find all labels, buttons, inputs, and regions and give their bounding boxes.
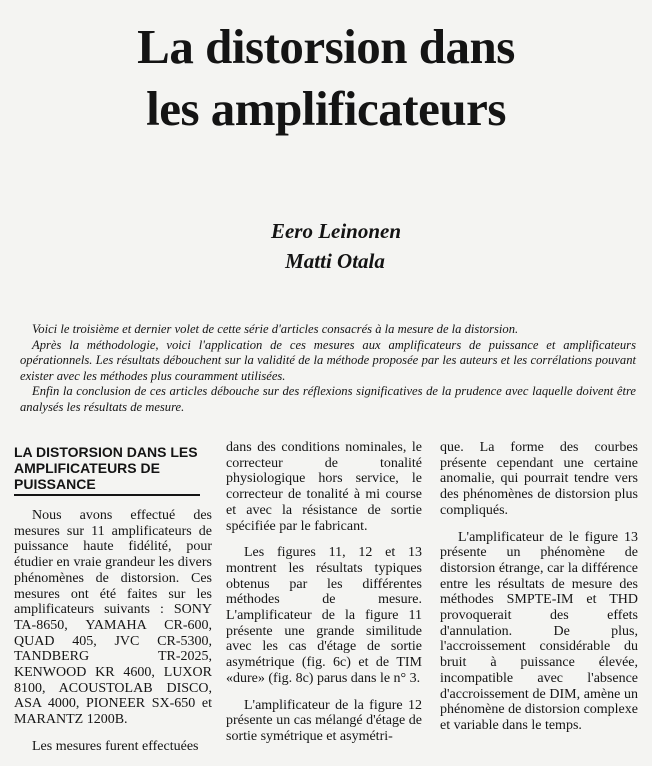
body-paragraph: Les mesures furent effectuées: [32, 738, 199, 754]
article-title: [0, 16, 652, 140]
body-paragraph: que. La forme des courbes présente cependant une certaine anomalie, qui pourrait tendre vers des phénomènes de distorsion plus compliqués.: [440, 440, 638, 518]
intro-line: Après la méthodologie, voici l'application de ces mesures aux amplificateurs de puissance et amplificateurs opérationnels. Les résultats débouchent sur la validité de la méthode proposée par les auteurs et les corrélations pouvant exister avec les méthodes plus couramment utilisées.: [20, 337, 636, 383]
intro-paragraph: [20, 322, 636, 416]
section-heading: LA DISTORSION DANS LES AMPLIFICATEURS DE PUISSANCE: [14, 444, 200, 496]
title-line-2: les amplificateurs: [146, 81, 506, 136]
author-1: Eero Leinonen: [270, 219, 402, 243]
body-paragraph: L'amplificateur de le figure 13 présente un phénomène de distorsion étrange, car la différence entre les résultats de mesure des méthodes SMPTE-IM et THD provoquerait des effets d'annulation. De plus, l'accroissement considérable du bruit à puissance élevée, incompatible avec l'absence d'accroissement de DIM, amène un phénomène de distorsion complexe et variable dans le temps.: [440, 529, 638, 733]
body-paragraph: L'amplificateur de la figure 12 présente un cas mélangé d'étage de sortie symétrique et asymétri-: [226, 697, 422, 744]
author-block: [0, 216, 652, 276]
column-2: [226, 440, 422, 756]
title-line-1: La distorsion dans: [137, 19, 515, 74]
body-paragraph: Nous avons effectué des mesures sur 11 amplificateurs de puissance haute fidélité, pour étudier en vraie grandeur les divers phénomènes de distorsion. Ces mesures ont été faites sur les amplificateurs suivants : SONY TA-8650, YAMAHA CR-600, QUAD 405, JVC CR-5300, TANDBERG TR-2025, KENWOOD KR 4600, LUXOR 8100, ACOUSTOLAB DISCO, ASA 4000, PIONEER SX-650 et MARANTZ 1200B.: [14, 508, 212, 728]
intro-line: Enfin la conclusion de ces articles débouche sur des réflexions significatives de la prudence avec laquelle doivent être analysés les résultats de mesure.: [20, 384, 636, 414]
author-2: Matti Otala: [285, 249, 385, 273]
intro-line: Voici le troisième et dernier volet de cette série d'articles consacrés à la mesure de la distorsion.: [32, 322, 519, 336]
column-3: [440, 440, 638, 745]
body-paragraph: dans des conditions nominales, le correcteur de tonalité physiologique hors service, le correcteur de tonalité à mi course et avec la résistance de sortie spécifiée par le fabricant.: [226, 440, 422, 534]
column-1: [14, 440, 212, 766]
body-paragraph: Les figures 11, 12 et 13 montrent les résultats typiques obtenus par les différentes méthodes de mesure. L'amplificateur de la figure 11 présente une grande similitude avec les cas d'étage de sortie asymétrique (fig. 6c) et de TIM «dure» (fig. 8c) parus dans le n° 3.: [226, 545, 422, 686]
